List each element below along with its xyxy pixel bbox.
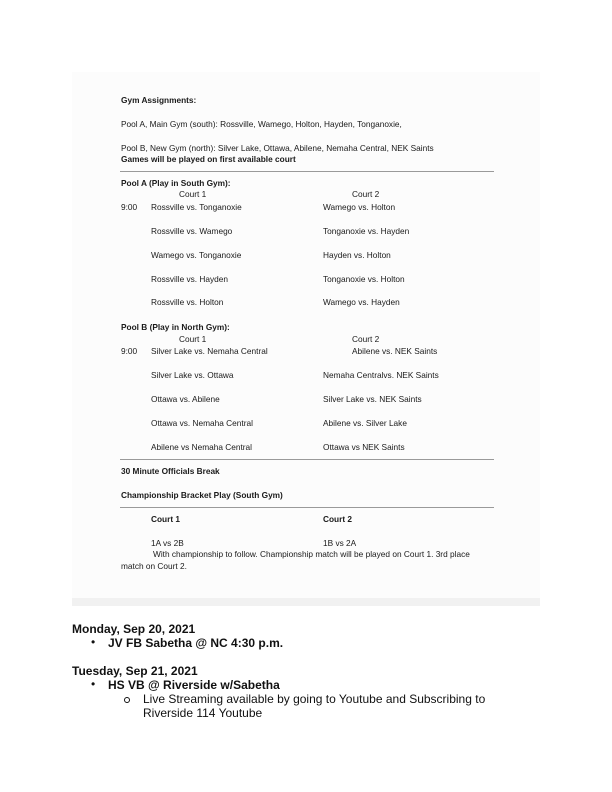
pool-b-game: Silver Lake vs. Nemaha Central [151,346,268,356]
day-heading-tuesday: Tuesday, Sep 21, 2021 [72,664,198,678]
divider [120,459,494,460]
champ-note-line2: match on Court 2. [121,561,187,571]
pool-a-game: Rossville vs. Tonganoxie [151,202,242,212]
pool-b-time: 9:00 [121,346,138,356]
pool-a-game: Tonganoxie vs. Holton [323,274,405,284]
pool-a-heading: Pool A (Play in South Gym): [121,178,231,188]
pool-b-game: Nemaha Centralvs. NEK Saints [323,370,439,380]
divider [120,507,494,508]
pool-a-assignment: Pool A, Main Gym (south): Rossville, Wamego, Holton, Hayden, Tonganoxie, [121,119,402,129]
pool-b-game: Abilene vs. Silver Lake [323,418,407,428]
bullet-icon: • [91,677,96,691]
livestream-note-line2: Riverside 114 Youtube [143,706,263,720]
scan-bottom-edge [72,598,540,606]
gym-assignments-heading: Gym Assignments: [121,95,197,105]
pool-b-game: Ottawa vs. Abilene [151,394,220,404]
pool-a-game: Wamego vs. Holton [323,202,396,212]
pool-b-court2-label: Court 2 [352,334,380,344]
pool-b-game: Abilene vs Nemaha Central [151,442,252,452]
pool-b-game: Silver Lake vs. NEK Saints [323,394,422,404]
pool-a-time: 9:00 [121,202,138,212]
pool-a-game: Wamego vs. Tonganoxie [151,250,242,260]
pool-a-game: Hayden vs. Holton [323,250,391,260]
event-hs-vb: HS VB @ Riverside w/Sabetha [108,678,280,692]
pool-b-game: Ottawa vs. Nemaha Central [151,418,253,428]
pool-b-assignment: Pool B, New Gym (north): Silver Lake, Ottawa, Abilene, Nemaha Central, NEK Saints [121,143,434,153]
pool-a-court2-label: Court 2 [352,189,380,199]
divider [120,171,494,172]
day-heading-monday: Monday, Sep 20, 2021 [72,622,196,636]
champ-game-1: 1A vs 2B [151,538,184,548]
pool-a-game: Rossville vs. Hayden [151,274,229,284]
pool-b-game: Silver Lake vs. Ottawa [151,370,234,380]
champ-game-2: 1B vs 2A [323,538,357,548]
officials-break: 30 Minute Officials Break [121,466,220,476]
pool-a-game: Rossville vs. Wamego [151,226,233,236]
pool-a-game: Wamego vs. Hayden [323,297,400,307]
event-jv-fb: JV FB Sabetha @ NC 4:30 p.m. [108,636,284,650]
pool-a-game: Rossville vs. Holton [151,297,224,307]
livestream-note-line1: Live Streaming available by going to Youtube and Subscribing to [143,692,486,706]
pool-b-heading: Pool B (Play in North Gym): [121,322,230,332]
pool-a-game: Tonganoxie vs. Hayden [323,226,410,236]
sub-bullet-icon [124,697,130,703]
champ-court1-label: Court 1 [151,514,181,524]
first-available-note: Games will be played on first available court [121,154,296,164]
champ-note-line1: With championship to follow. Championship match will be played on Court 1. 3rd place [153,549,470,559]
champ-court2-label: Court 2 [323,514,353,524]
pool-b-game: Abilene vs. NEK Saints [352,346,438,356]
pool-a-court1-label: Court 1 [179,189,207,199]
championship-heading: Championship Bracket Play (South Gym) [121,490,283,500]
bullet-icon: • [91,635,96,649]
pool-b-court1-label: Court 1 [179,334,207,344]
pool-b-game: Ottawa vs NEK Saints [323,442,405,452]
